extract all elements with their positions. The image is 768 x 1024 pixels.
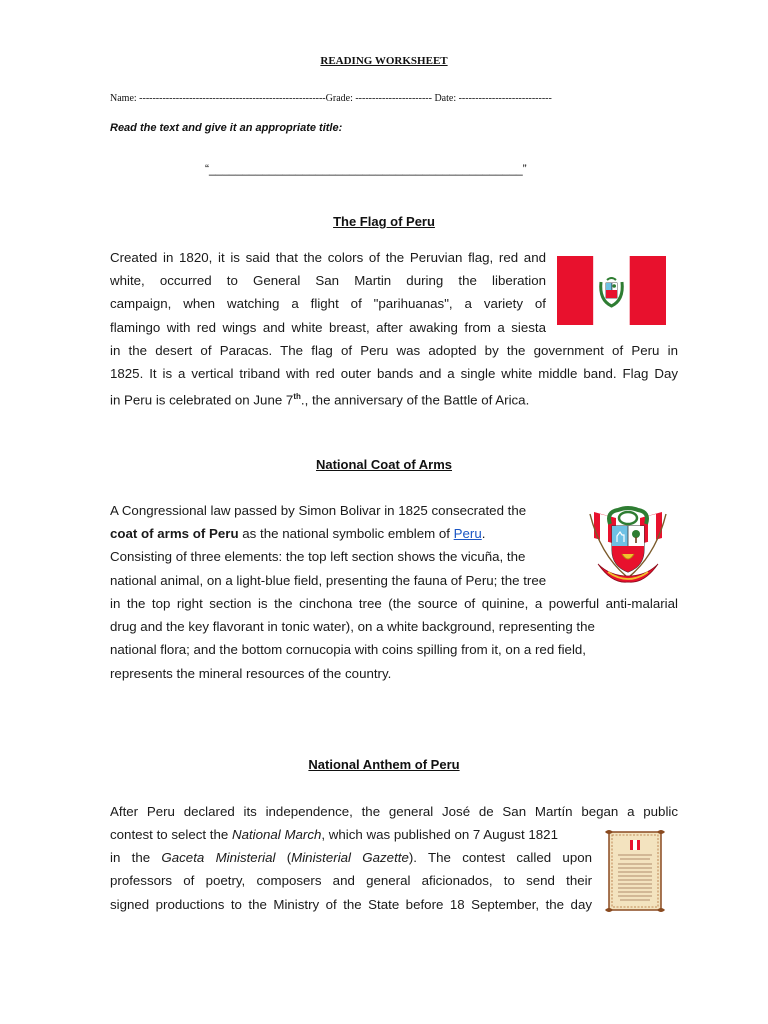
anthem-heading: National Anthem of Peru [308, 757, 460, 772]
anthem-line-3: in the Gaceta Ministerial (Ministerial Gazette). The contest called upon [110, 850, 592, 866]
coat-line-8: represents the mineral resources of the country. [110, 665, 392, 681]
flag-line-7: in Peru is celebrated on June 7th., the anniversary of the Battle of Arica. [110, 392, 530, 408]
anthem-paragraph-full [110, 800, 678, 823]
instruction-text: Read the text and give it an appropriate title: [110, 122, 343, 134]
anthem-paragraph-wrapped [110, 823, 592, 916]
coat-line-6: drug and the key flavorant in tonic water), on a white background, representing the [110, 619, 595, 635]
flag-line-5: in the desert of Paracas. The flag of Peru was adopted by the government of Peru in [110, 343, 678, 358]
flag-line-6: 1825. It is a vertical triband with red outer bands and a single white middle band. Flag Day [110, 366, 678, 382]
coat-line-2: coat of arms of Peru as the national symbolic emblem of Peru. [110, 526, 486, 542]
anthem-line-5: signed productions to the Ministry of the State before 18 September, the day [110, 896, 592, 912]
coat-of-arms-image [586, 504, 670, 590]
coat-line-1: A Congressional law passed by Simon Bolivar in 1825 consecrated the [110, 503, 527, 518]
anthem-scroll-image [603, 828, 667, 914]
coat-line-3: Consisting of three elements: the top left section shows the vicuña, the [110, 549, 526, 565]
coat-line-5: in the top right section is the cinchona tree (the source of quinine, a powerful anti-malarial [110, 596, 678, 611]
flag-line-3: campaign, when watching a flight of "parihuanas", a variety of [110, 296, 546, 312]
scroll-emblem-icon [630, 840, 640, 850]
flag-line-4: flamingo with red wings and white breast, after awaking from a siesta [110, 319, 546, 335]
peru-flag-image [557, 256, 666, 325]
anthem-line-2: contest to select the National March, which was published on 7 August 1821 [110, 827, 558, 842]
flag-heading: The Flag of Peru [333, 214, 435, 229]
flag-paragraph-wrapped [110, 246, 546, 339]
coat-heading: National Coat of Arms [315, 457, 453, 472]
flag-paragraph-full [110, 339, 678, 412]
flag-line-1: Created in 1820, it is said that the colors of the Peruvian flag, red and [110, 250, 546, 265]
coat-paragraph-wrapped [110, 499, 570, 592]
flag-line-2: white, occurred to General San Martin during the liberation [110, 273, 546, 289]
title-blank-line: “_______________________________________________” [205, 162, 527, 176]
coat-line-4: national animal, on a light-blue field, presenting the fauna of Peru; the tree [110, 572, 547, 588]
shield-icon [612, 526, 644, 572]
coat-line-7: national flora; and the bottom cornucopia with coins spilling from it, on a red field, [110, 642, 586, 658]
anthem-line-4: professors of poetry, composers and general aficionados, to send their [110, 873, 592, 889]
worksheet-title: READING WORKSHEET [320, 55, 448, 67]
coat-paragraph-full [110, 592, 678, 685]
name-grade-date-line: Name: --------------------------------------------------------Grade: ----------------------- Date: ---------------------------- [110, 93, 552, 104]
anthem-line-1: After Peru declared its independence, the general José de San Martín began a public [110, 804, 678, 819]
peru-link[interactable]: Peru [453, 526, 482, 542]
